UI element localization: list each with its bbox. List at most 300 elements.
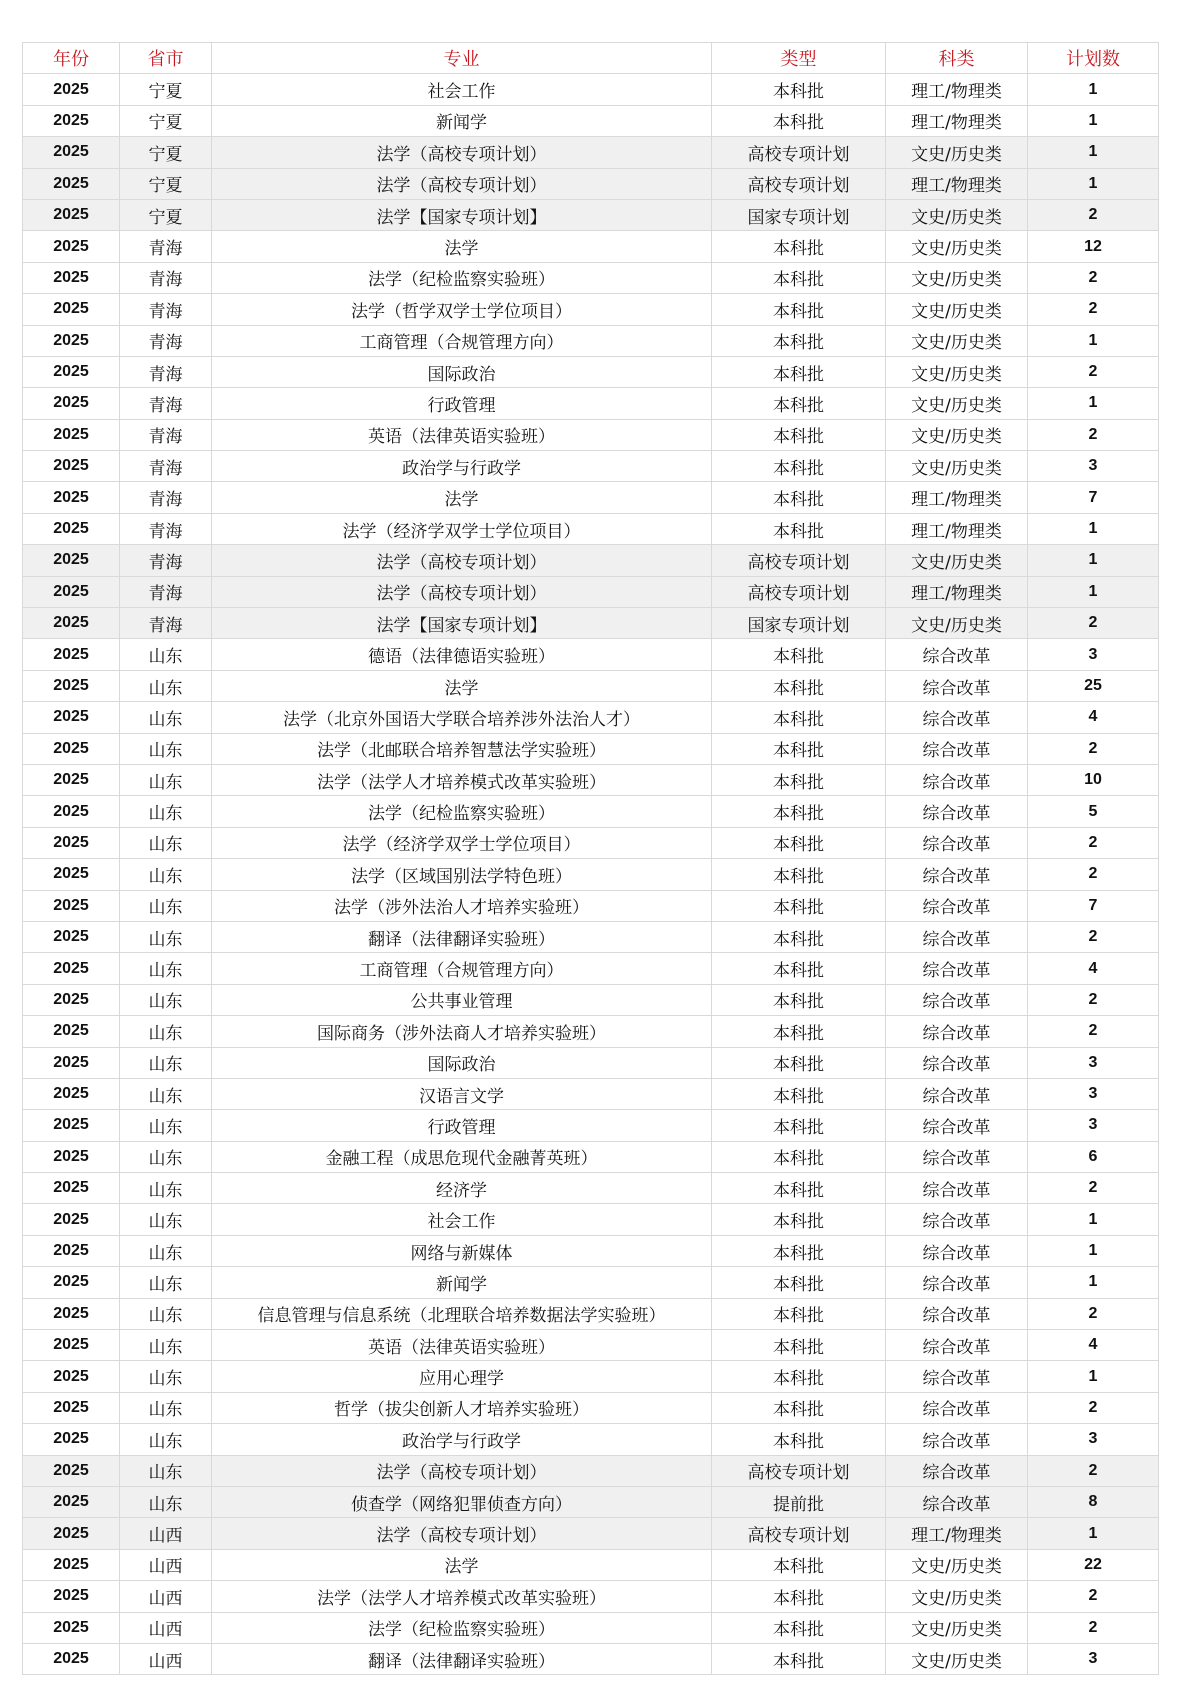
cell-year: 2025 [23,1518,120,1549]
table-row [23,231,1159,262]
cell-type: 高校专项计划 [712,137,886,168]
cell-type: 本科批 [712,859,886,890]
cell-province: 山东 [120,1298,212,1329]
cell-year: 2025 [23,1016,120,1047]
table-row [23,827,1159,858]
cell-year: 2025 [23,231,120,262]
cell-type: 本科批 [712,953,886,984]
cell-province: 山东 [120,1486,212,1517]
cell-subject: 综合改革 [886,639,1028,670]
cell-type: 本科批 [712,1235,886,1266]
cell-subject: 综合改革 [886,1141,1028,1172]
cell-year: 2025 [23,74,120,105]
cell-type: 本科批 [712,827,886,858]
cell-major: 法学（高校专项计划） [212,576,712,607]
cell-province: 青海 [120,451,212,482]
cell-year: 2025 [23,419,120,450]
cell-subject: 综合改革 [886,670,1028,701]
cell-plan: 1 [1028,168,1159,199]
cell-major: 行政管理 [212,388,712,419]
cell-type: 本科批 [712,262,886,293]
cell-plan: 7 [1028,890,1159,921]
cell-subject: 综合改革 [886,1110,1028,1141]
cell-subject: 文史/历史类 [886,137,1028,168]
cell-major: 国际政治 [212,356,712,387]
cell-year: 2025 [23,639,120,670]
cell-province: 山东 [120,953,212,984]
cell-subject: 综合改革 [886,1173,1028,1204]
cell-subject: 综合改革 [886,1455,1028,1486]
cell-type: 本科批 [712,702,886,733]
cell-subject: 文史/历史类 [886,231,1028,262]
cell-subject: 综合改革 [886,1298,1028,1329]
cell-subject: 综合改革 [886,796,1028,827]
table-row [23,1173,1159,1204]
cell-major: 经济学 [212,1173,712,1204]
table-row [23,388,1159,419]
cell-major: 法学（法学人才培养模式改革实验班） [212,764,712,795]
cell-type: 本科批 [712,1581,886,1612]
cell-province: 宁夏 [120,168,212,199]
cell-province: 青海 [120,576,212,607]
cell-type: 本科批 [712,984,886,1015]
cell-major: 社会工作 [212,74,712,105]
cell-plan: 4 [1028,953,1159,984]
table-row [23,764,1159,795]
cell-year: 2025 [23,356,120,387]
cell-year: 2025 [23,388,120,419]
cell-subject: 综合改革 [886,1016,1028,1047]
table-row [23,199,1159,230]
table-row [23,890,1159,921]
cell-province: 山东 [120,1204,212,1235]
cell-type: 本科批 [712,639,886,670]
cell-plan: 1 [1028,513,1159,544]
table-row [23,1267,1159,1298]
cell-province: 青海 [120,262,212,293]
cell-year: 2025 [23,1643,120,1674]
cell-plan: 12 [1028,231,1159,262]
cell-subject: 理工/物理类 [886,74,1028,105]
cell-major: 工商管理（合规管理方向） [212,325,712,356]
cell-type: 本科批 [712,921,886,952]
cell-subject: 综合改革 [886,702,1028,733]
table-header-row [23,43,1159,74]
cell-subject: 文史/历史类 [886,262,1028,293]
cell-province: 宁夏 [120,137,212,168]
cell-year: 2025 [23,608,120,639]
cell-plan: 2 [1028,827,1159,858]
cell-province: 山东 [120,827,212,858]
cell-type: 本科批 [712,670,886,701]
cell-type: 本科批 [712,733,886,764]
cell-plan: 1 [1028,1204,1159,1235]
cell-plan: 1 [1028,325,1159,356]
cell-type: 本科批 [712,105,886,136]
cell-plan: 1 [1028,388,1159,419]
cell-province: 山东 [120,1016,212,1047]
cell-province: 青海 [120,231,212,262]
cell-plan: 2 [1028,921,1159,952]
cell-major: 应用心理学 [212,1361,712,1392]
cell-province: 山东 [120,1110,212,1141]
cell-province: 山东 [120,670,212,701]
cell-major: 法学 [212,482,712,513]
cell-major: 法学（高校专项计划） [212,168,712,199]
cell-year: 2025 [23,1110,120,1141]
table-row [23,1204,1159,1235]
cell-year: 2025 [23,199,120,230]
cell-year: 2025 [23,482,120,513]
admission-plan-table [22,42,1159,1675]
cell-plan: 3 [1028,639,1159,670]
cell-province: 宁夏 [120,199,212,230]
cell-type: 本科批 [712,764,886,795]
cell-plan: 1 [1028,1518,1159,1549]
cell-plan: 3 [1028,1110,1159,1141]
table-row [23,294,1159,325]
cell-year: 2025 [23,1235,120,1266]
cell-subject: 理工/物理类 [886,576,1028,607]
cell-year: 2025 [23,1267,120,1298]
cell-year: 2025 [23,513,120,544]
cell-year: 2025 [23,1455,120,1486]
cell-major: 法学（高校专项计划） [212,545,712,576]
table-row [23,1486,1159,1517]
cell-major: 国际商务（涉外法商人才培养实验班） [212,1016,712,1047]
cell-type: 高校专项计划 [712,545,886,576]
cell-year: 2025 [23,1047,120,1078]
cell-subject: 综合改革 [886,984,1028,1015]
cell-major: 政治学与行政学 [212,1424,712,1455]
cell-major: 法学（经济学双学士学位项目） [212,513,712,544]
cell-type: 本科批 [712,1298,886,1329]
cell-subject: 综合改革 [886,1267,1028,1298]
cell-province: 山东 [120,1455,212,1486]
cell-province: 山东 [120,1361,212,1392]
cell-plan: 1 [1028,1235,1159,1266]
cell-year: 2025 [23,1078,120,1109]
table-row [23,796,1159,827]
table-row [23,137,1159,168]
cell-province: 青海 [120,419,212,450]
cell-province: 青海 [120,325,212,356]
cell-plan: 7 [1028,482,1159,513]
cell-province: 青海 [120,388,212,419]
cell-plan: 1 [1028,74,1159,105]
cell-subject: 文史/历史类 [886,1549,1028,1580]
cell-province: 山东 [120,1267,212,1298]
cell-year: 2025 [23,545,120,576]
cell-year: 2025 [23,451,120,482]
cell-type: 本科批 [712,388,886,419]
cell-plan: 8 [1028,1486,1159,1517]
cell-province: 青海 [120,608,212,639]
cell-province: 山东 [120,796,212,827]
cell-plan: 2 [1028,859,1159,890]
column-header-plan: 计划数 [1028,43,1159,74]
cell-subject: 综合改革 [886,921,1028,952]
cell-type: 本科批 [712,1110,886,1141]
cell-year: 2025 [23,1549,120,1580]
cell-year: 2025 [23,576,120,607]
cell-plan: 2 [1028,1016,1159,1047]
cell-subject: 文史/历史类 [886,199,1028,230]
cell-province: 山西 [120,1612,212,1643]
cell-plan: 3 [1028,451,1159,482]
cell-type: 本科批 [712,1643,886,1674]
cell-year: 2025 [23,262,120,293]
cell-plan: 2 [1028,984,1159,1015]
cell-major: 法学（高校专项计划） [212,1455,712,1486]
cell-plan: 1 [1028,545,1159,576]
cell-type: 本科批 [712,1361,886,1392]
table-row [23,262,1159,293]
cell-plan: 2 [1028,356,1159,387]
cell-year: 2025 [23,796,120,827]
table-row [23,1141,1159,1172]
cell-major: 法学 [212,670,712,701]
cell-year: 2025 [23,1173,120,1204]
cell-type: 本科批 [712,1141,886,1172]
cell-type: 本科批 [712,356,886,387]
cell-subject: 文史/历史类 [886,388,1028,419]
column-header-province: 省市 [120,43,212,74]
cell-subject: 综合改革 [886,1204,1028,1235]
cell-subject: 文史/历史类 [886,1643,1028,1674]
cell-plan: 3 [1028,1643,1159,1674]
table-row [23,702,1159,733]
cell-plan: 3 [1028,1078,1159,1109]
table-row [23,639,1159,670]
table-row [23,1298,1159,1329]
cell-plan: 4 [1028,702,1159,733]
cell-major: 法学（区域国别法学特色班） [212,859,712,890]
cell-subject: 综合改革 [886,953,1028,984]
cell-type: 本科批 [712,419,886,450]
cell-plan: 1 [1028,105,1159,136]
cell-type: 本科批 [712,1173,886,1204]
table-row [23,1078,1159,1109]
cell-subject: 文史/历史类 [886,451,1028,482]
table-row [23,168,1159,199]
cell-major: 行政管理 [212,1110,712,1141]
cell-type: 本科批 [712,1078,886,1109]
cell-subject: 文史/历史类 [886,1581,1028,1612]
table-row [23,1643,1159,1674]
table-row [23,325,1159,356]
cell-major: 法学（经济学双学士学位项目） [212,827,712,858]
cell-type: 本科批 [712,325,886,356]
cell-type: 提前批 [712,1486,886,1517]
cell-type: 本科批 [712,890,886,921]
table-row [23,733,1159,764]
cell-major: 英语（法律英语实验班） [212,1330,712,1361]
cell-year: 2025 [23,827,120,858]
cell-year: 2025 [23,702,120,733]
table-row [23,1455,1159,1486]
cell-plan: 3 [1028,1424,1159,1455]
cell-plan: 2 [1028,1612,1159,1643]
cell-major: 社会工作 [212,1204,712,1235]
cell-province: 山东 [120,984,212,1015]
cell-major: 哲学（拔尖创新人才培养实验班） [212,1392,712,1423]
table-row [23,1235,1159,1266]
table-row [23,1330,1159,1361]
cell-plan: 1 [1028,1361,1159,1392]
cell-plan: 2 [1028,1298,1159,1329]
cell-subject: 综合改革 [886,827,1028,858]
cell-subject: 综合改革 [886,764,1028,795]
cell-plan: 2 [1028,419,1159,450]
cell-plan: 4 [1028,1330,1159,1361]
cell-type: 本科批 [712,1330,886,1361]
cell-major: 法学（纪检监察实验班） [212,796,712,827]
cell-province: 青海 [120,294,212,325]
cell-province: 山东 [120,764,212,795]
cell-subject: 理工/物理类 [886,482,1028,513]
cell-major: 信息管理与信息系统（北理联合培养数据法学实验班） [212,1298,712,1329]
cell-province: 山东 [120,1078,212,1109]
table-row [23,859,1159,890]
cell-province: 山东 [120,1235,212,1266]
cell-major: 法学（法学人才培养模式改革实验班） [212,1581,712,1612]
table-row [23,74,1159,105]
cell-year: 2025 [23,984,120,1015]
cell-year: 2025 [23,1424,120,1455]
table-row [23,482,1159,513]
cell-year: 2025 [23,764,120,795]
cell-major: 法学（纪检监察实验班） [212,262,712,293]
table-row [23,1518,1159,1549]
cell-subject: 综合改革 [886,733,1028,764]
table-row [23,545,1159,576]
cell-type: 国家专项计划 [712,199,886,230]
cell-subject: 文史/历史类 [886,608,1028,639]
cell-province: 青海 [120,513,212,544]
cell-plan: 6 [1028,1141,1159,1172]
cell-subject: 综合改革 [886,1392,1028,1423]
cell-type: 国家专项计划 [712,608,886,639]
cell-year: 2025 [23,1298,120,1329]
column-header-type: 类型 [712,43,886,74]
cell-subject: 综合改革 [886,1078,1028,1109]
table-row [23,953,1159,984]
cell-major: 法学 [212,1549,712,1580]
cell-plan: 1 [1028,1267,1159,1298]
cell-type: 本科批 [712,74,886,105]
cell-major: 法学（北京外国语大学联合培养涉外法治人才） [212,702,712,733]
cell-major: 网络与新媒体 [212,1235,712,1266]
cell-year: 2025 [23,1141,120,1172]
cell-plan: 2 [1028,733,1159,764]
cell-type: 高校专项计划 [712,168,886,199]
cell-year: 2025 [23,921,120,952]
cell-type: 本科批 [712,1424,886,1455]
cell-type: 本科批 [712,796,886,827]
table-row [23,513,1159,544]
cell-plan: 2 [1028,1455,1159,1486]
cell-subject: 综合改革 [886,1361,1028,1392]
cell-year: 2025 [23,1361,120,1392]
column-header-major: 专业 [212,43,712,74]
cell-plan: 3 [1028,1047,1159,1078]
cell-subject: 文史/历史类 [886,1612,1028,1643]
cell-year: 2025 [23,105,120,136]
cell-year: 2025 [23,325,120,356]
cell-plan: 10 [1028,764,1159,795]
cell-province: 山东 [120,921,212,952]
cell-plan: 2 [1028,262,1159,293]
cell-plan: 1 [1028,137,1159,168]
cell-year: 2025 [23,137,120,168]
cell-subject: 综合改革 [886,1424,1028,1455]
cell-major: 汉语言文学 [212,1078,712,1109]
cell-major: 侦查学（网络犯罪侦查方向） [212,1486,712,1517]
table-row [23,576,1159,607]
cell-year: 2025 [23,733,120,764]
cell-year: 2025 [23,1392,120,1423]
cell-subject: 理工/物理类 [886,513,1028,544]
cell-type: 高校专项计划 [712,1455,886,1486]
cell-year: 2025 [23,953,120,984]
cell-year: 2025 [23,859,120,890]
cell-major: 翻译（法律翻译实验班） [212,1643,712,1674]
cell-year: 2025 [23,1581,120,1612]
cell-subject: 综合改革 [886,1047,1028,1078]
table-row [23,608,1159,639]
cell-plan: 2 [1028,294,1159,325]
cell-province: 山东 [120,1047,212,1078]
cell-major: 工商管理（合规管理方向） [212,953,712,984]
cell-subject: 文史/历史类 [886,294,1028,325]
cell-major: 新闻学 [212,1267,712,1298]
cell-province: 山东 [120,859,212,890]
cell-province: 宁夏 [120,105,212,136]
cell-type: 本科批 [712,513,886,544]
table-row [23,670,1159,701]
cell-province: 青海 [120,356,212,387]
cell-type: 高校专项计划 [712,1518,886,1549]
cell-year: 2025 [23,1612,120,1643]
column-header-year: 年份 [23,43,120,74]
cell-type: 本科批 [712,1016,886,1047]
cell-province: 山西 [120,1643,212,1674]
table-row [23,1110,1159,1141]
cell-province: 山西 [120,1581,212,1612]
cell-year: 2025 [23,890,120,921]
cell-year: 2025 [23,168,120,199]
column-header-subject: 科类 [886,43,1028,74]
cell-major: 法学（高校专项计划） [212,137,712,168]
cell-year: 2025 [23,1204,120,1235]
table-row [23,419,1159,450]
cell-plan: 22 [1028,1549,1159,1580]
cell-subject: 综合改革 [886,890,1028,921]
cell-major: 政治学与行政学 [212,451,712,482]
table-row [23,1424,1159,1455]
cell-province: 青海 [120,545,212,576]
cell-plan: 25 [1028,670,1159,701]
cell-province: 山东 [120,1141,212,1172]
cell-subject: 综合改革 [886,1330,1028,1361]
cell-major: 新闻学 [212,105,712,136]
table-row [23,1392,1159,1423]
table-row [23,1612,1159,1643]
cell-major: 公共事业管理 [212,984,712,1015]
cell-subject: 文史/历史类 [886,419,1028,450]
table-row [23,1016,1159,1047]
